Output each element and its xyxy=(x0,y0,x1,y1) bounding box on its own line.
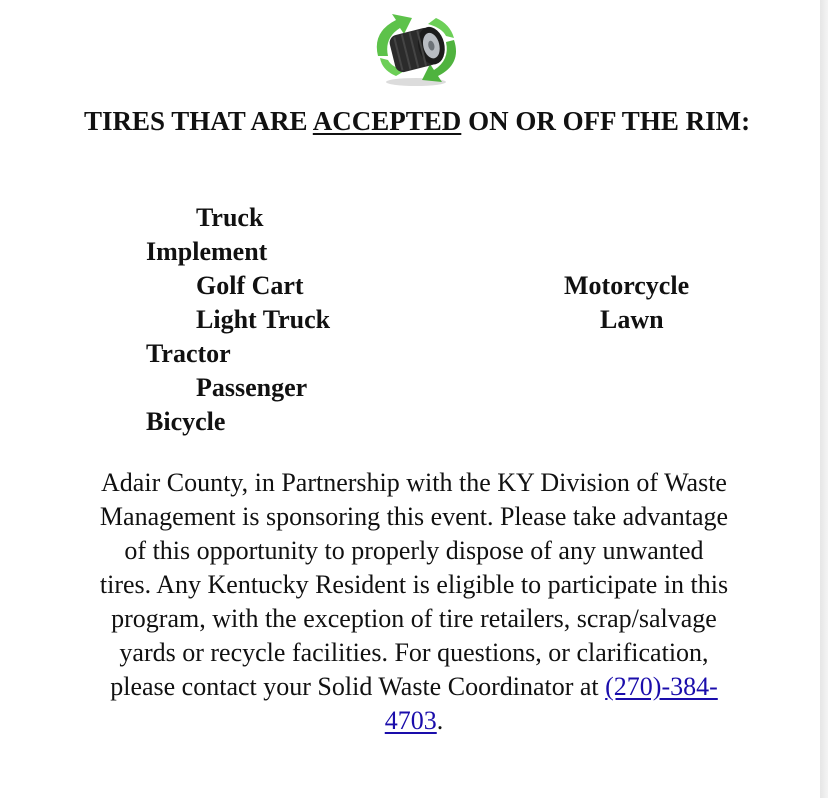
notice-text: Adair County, in Partnership with the KY Division of Waste Management is sponsoring this event. Please take advantage of this opportunity to properly dispose of any unwanted tires. Any Kentucky Resident is eligible to participate in this program, with the exception of tire retailers, scrap/salvage yards or recycle facilities. For questions, or clarification, please contact your Solid Waste Coordinator at xyxy=(99,468,729,701)
tire-type-item: Light Truck xyxy=(196,305,331,334)
recycle-tire-icon xyxy=(366,10,466,88)
tire-type-item: Bicycle xyxy=(146,407,226,436)
tire-type-item: Motorcycle xyxy=(564,271,690,300)
tire-type-item: Implement xyxy=(146,237,268,266)
tire-type-item: Passenger xyxy=(196,373,308,402)
tire-type-item: Tractor xyxy=(146,339,231,368)
accepted-tires-heading xyxy=(60,104,774,139)
tire-type-item: Golf Cart xyxy=(196,271,304,300)
tire-type-item: Lawn xyxy=(600,305,664,334)
heading-accepted-word: ACCEPTED xyxy=(312,106,462,136)
page-edge-shadow xyxy=(820,0,828,798)
heading-suffix: ON OR OFF THE RIM: xyxy=(461,106,751,136)
program-notice xyxy=(96,466,732,738)
heading-prefix: TIRES THAT ARE xyxy=(83,106,313,136)
phone-link[interactable]: (270)-384-4703 xyxy=(384,672,718,735)
tire-type-item: Truck xyxy=(196,203,264,232)
notice-end: . xyxy=(436,706,444,735)
